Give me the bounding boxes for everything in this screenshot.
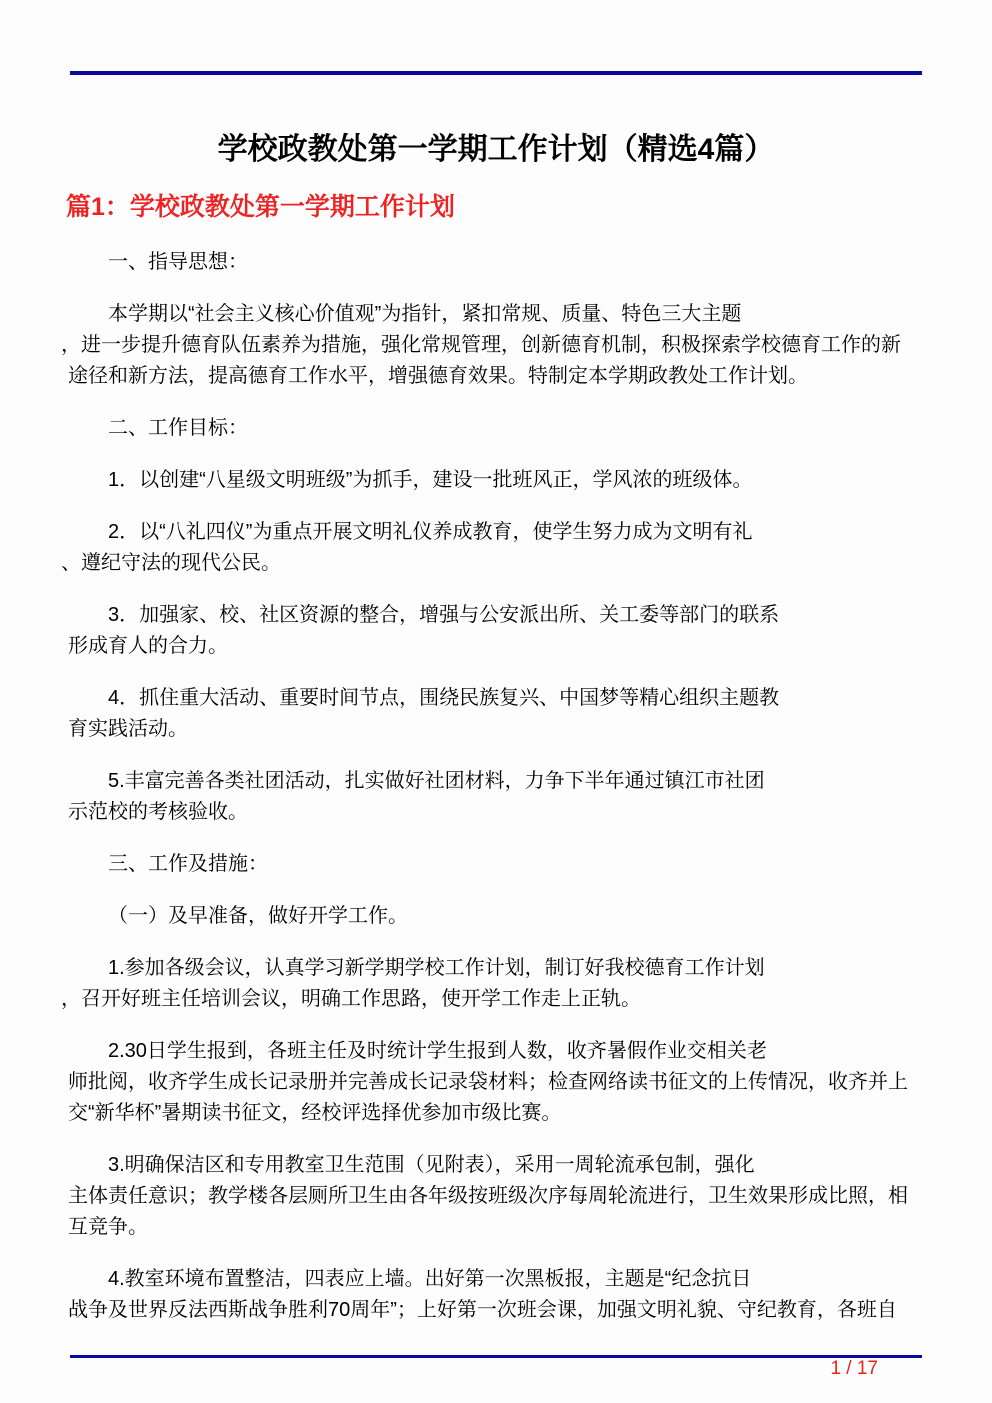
paragraph [68, 683, 924, 745]
text-line: ，召开好班主任培训会议，明确工作思路，使开学工作走上正轨。 [61, 988, 641, 1010]
paragraph [68, 901, 924, 932]
text-line: 形成育人的合力。 [68, 635, 228, 657]
text-line: 4．抓住重大活动、重要时间节点，围绕民族复兴、中国梦等精心组织主题教 [108, 687, 780, 709]
text-line: 一、指导思想： [108, 251, 248, 273]
text-line: （一）及早准备，做好开学工作。 [108, 905, 408, 927]
paragraph [68, 1150, 924, 1243]
text-line: 交“新华杯”暑期读书征文，经校评选择优参加市级比赛。 [68, 1102, 562, 1124]
text-line: 本学期以“社会主义核心价值观”为指针，紧扣常规、质量、特色三大主题 [108, 303, 742, 325]
document-body [61, 247, 924, 1347]
text-line: 2．以“八礼四仪”为重点开展文明礼仪养成教育，使学生努力成为文明有礼 [108, 521, 753, 543]
paragraph [68, 766, 924, 828]
text-line: 5.丰富完善各类社团活动，扎实做好社团材料，力争下半年通过镇江市社团 [108, 770, 765, 792]
text-line: 3.明确保洁区和专用教室卫生范围（见附表），采用一周轮流承包制，强化 [108, 1154, 755, 1176]
paragraph [68, 247, 924, 278]
paragraph [61, 953, 924, 1015]
text-line: 师批阅，收齐学生成长记录册并完善成长记录袋材料；检查网络读书征文的上传情况，收齐并上 [68, 1071, 908, 1093]
section-heading: 篇1：学校政教处第一学期工作计划 [66, 193, 455, 221]
text-line: 3．加强家、校、社区资源的整合，增强与公安派出所、关工委等部门的联系 [108, 604, 780, 626]
paragraph [68, 1036, 924, 1129]
paragraph [68, 1264, 924, 1326]
paragraph [68, 465, 924, 496]
text-line: 途径和新方法，提高德育工作水平，增强德育效果。特制定本学期政教处工作计划。 [68, 365, 808, 387]
text-line: 二、工作目标： [108, 417, 248, 439]
text-line: 1．以创建“八星级文明班级”为抓手，建设一批班风正，学风浓的班级体。 [108, 469, 753, 491]
text-line: 三、工作及措施： [108, 853, 268, 875]
text-line: 育实践活动。 [68, 718, 188, 740]
paragraph [68, 600, 924, 662]
paragraph [68, 413, 924, 444]
text-line: 战争及世界反法西斯战争胜利70周年”；上好第一次班会课，加强文明礼貌、守纪教育，各班自 [68, 1299, 897, 1321]
text-line: ，进一步提升德育队伍素养为措施，强化常规管理，创新德育机制，积极探索学校德育工作的新 [61, 334, 901, 356]
paragraph [61, 517, 924, 579]
top-rule [70, 71, 922, 75]
page-indicator: 1 / 17 [830, 1358, 878, 1379]
text-line: 2.30日学生报到，各班主任及时统计学生报到人数，收齐暑假作业交相关老 [108, 1040, 767, 1062]
text-line: 1.参加各级会议，认真学习新学期学校工作计划，制订好我校德育工作计划 [108, 957, 765, 979]
text-line: 4.教室环境布置整洁，四表应上墙。出好第一次黑板报，主题是“纪念抗日 [108, 1268, 752, 1290]
text-line: 示范校的考核验收。 [68, 801, 248, 823]
bottom-rule [70, 1355, 922, 1358]
document-title: 学校政教处第一学期工作计划（精选4篇） [217, 133, 775, 166]
paragraph [68, 849, 924, 880]
text-line: 互竞争。 [68, 1216, 148, 1238]
text-line: 、遵纪守法的现代公民。 [61, 552, 281, 574]
text-line: 主体责任意识；教学楼各层厕所卫生由各年级按班级次序每周轮流进行，卫生效果形成比照，相 [68, 1185, 908, 1207]
paragraph [61, 299, 924, 392]
